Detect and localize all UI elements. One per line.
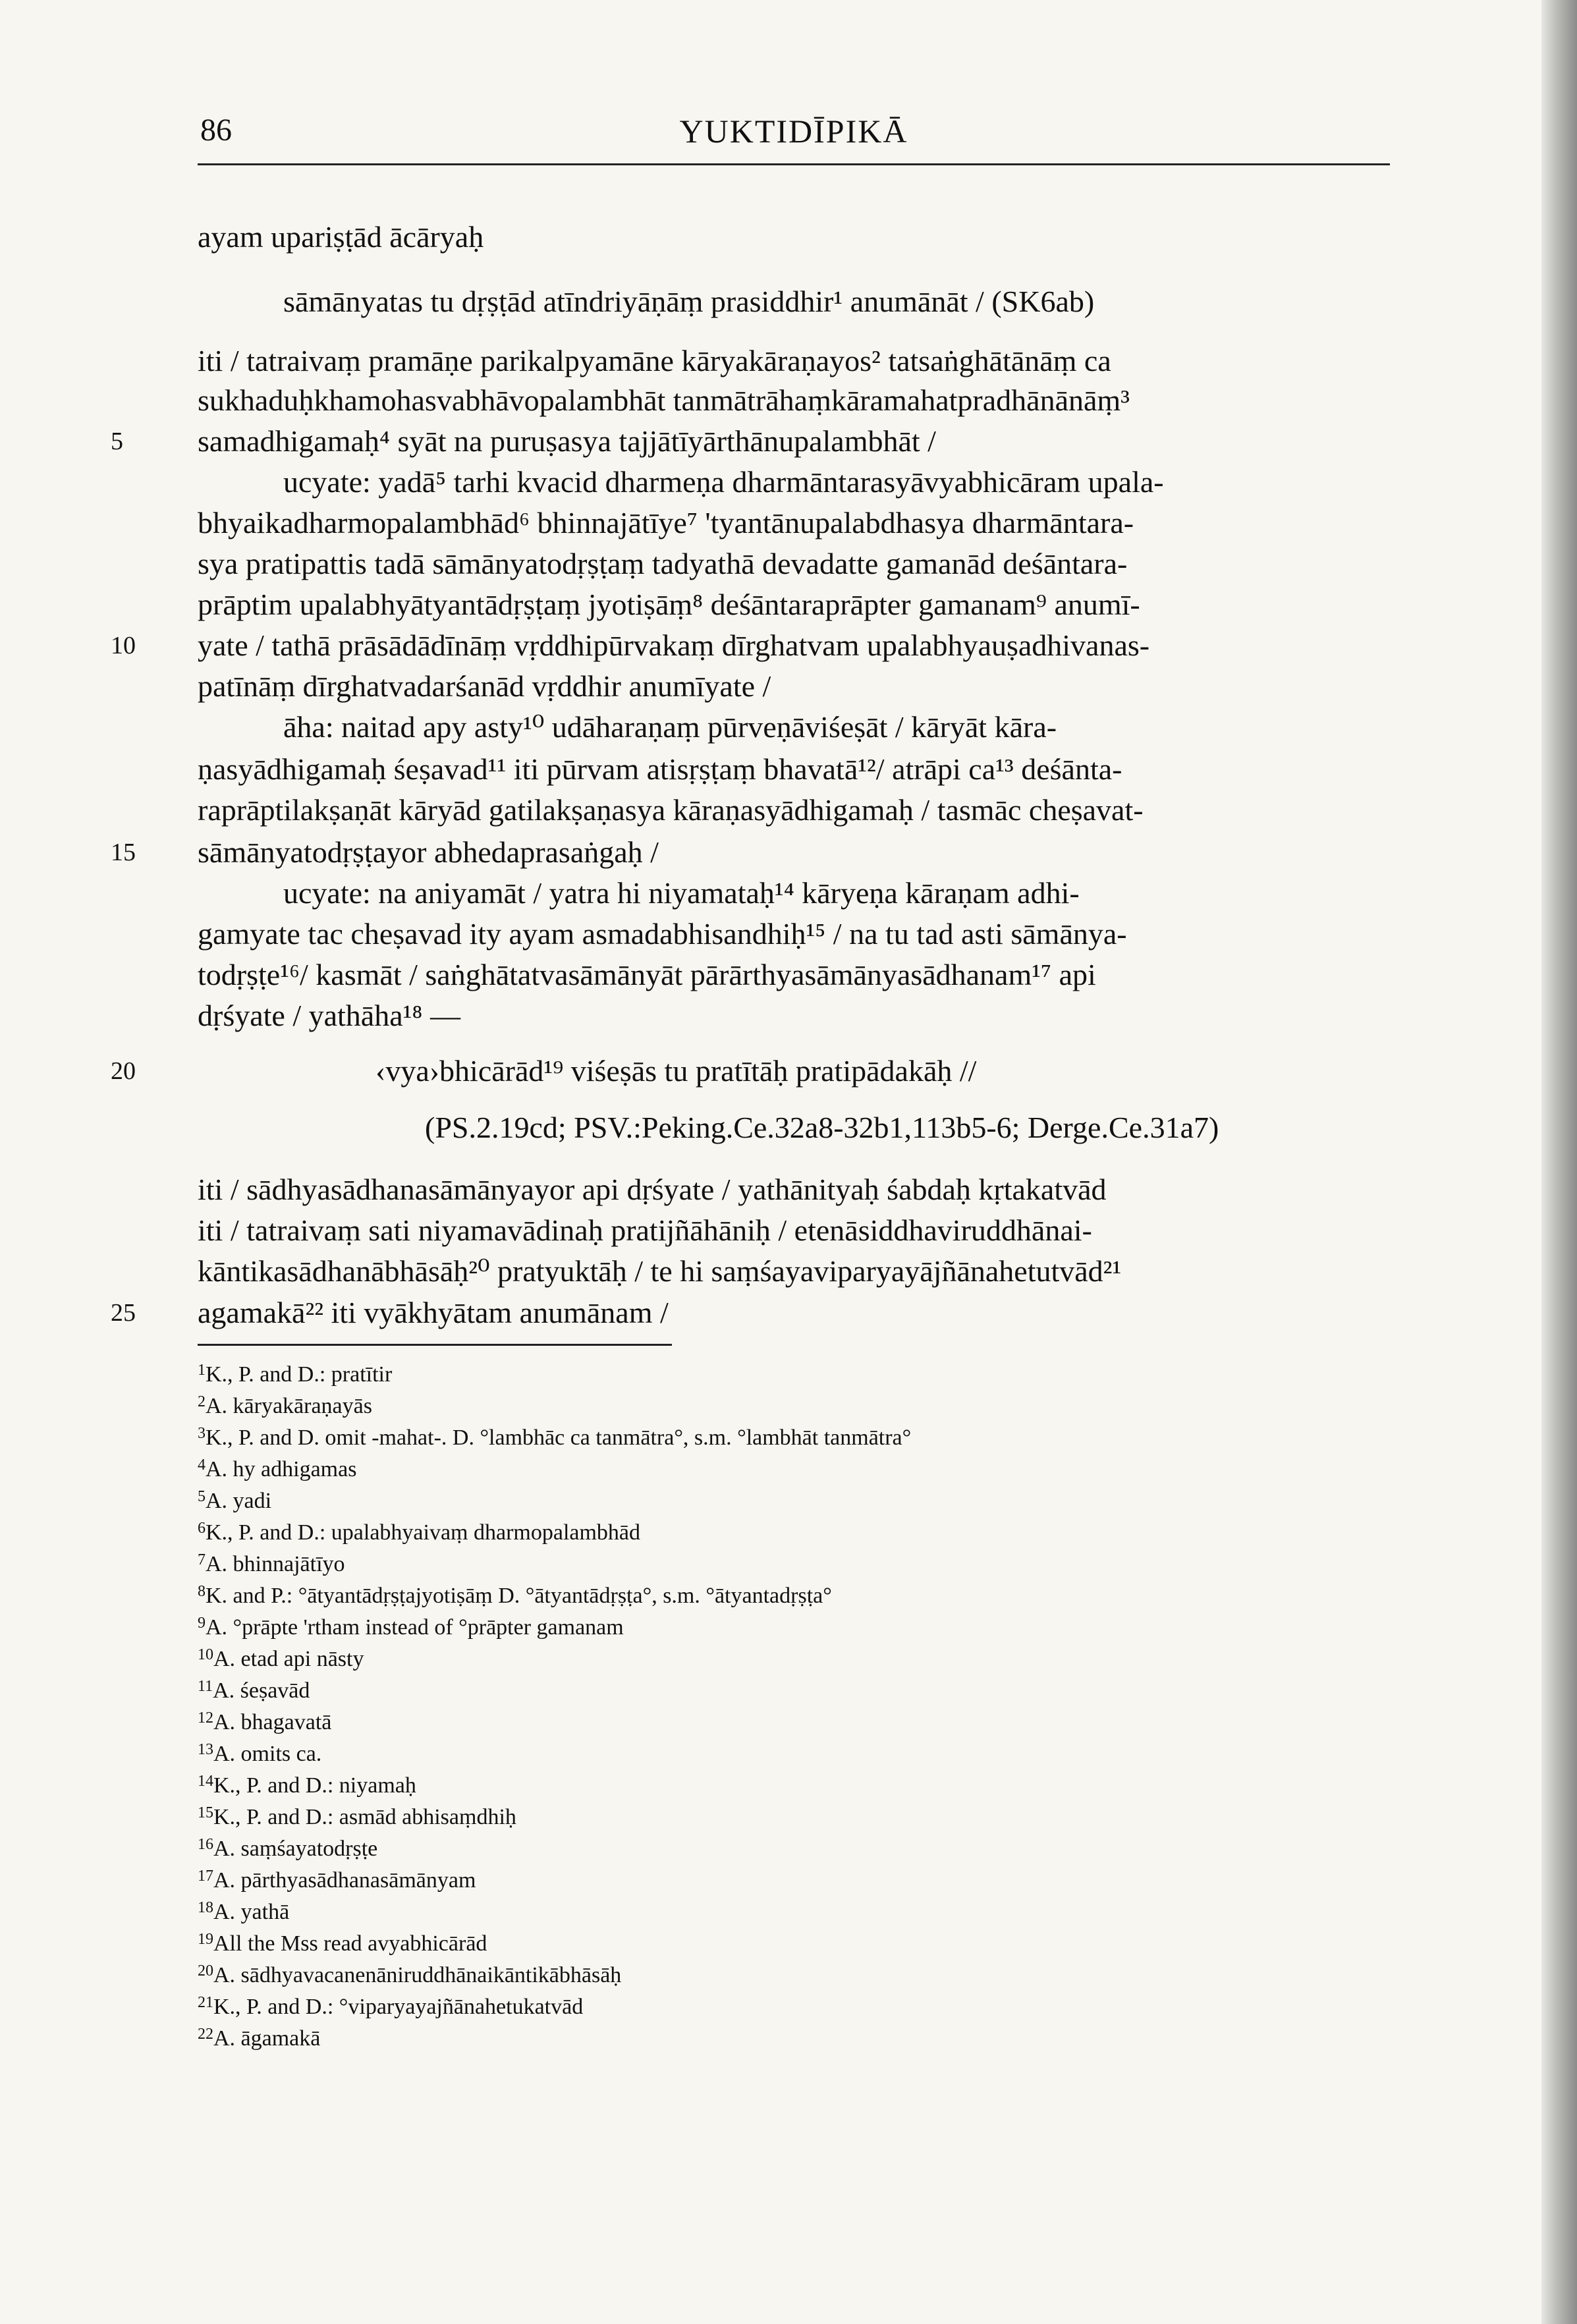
body-line: āha: naitad apy asty¹⁰ udāharaṇaṃ pūrveṇāviśeṣāt / kāryāt kāra- xyxy=(283,710,1057,744)
line-number: 10 xyxy=(111,632,136,659)
footnote-text: K. and P.: °ātyantādṛṣṭajyotiṣāṃ D. °ātyantādṛṣṭa°, s.m. °ātyantadṛṣṭa° xyxy=(206,1584,832,1608)
footnote-text: A. yathā xyxy=(213,1900,290,1924)
footnote xyxy=(198,1609,624,1642)
verse-reference: (PS.2.19cd; PSV.:Peking.Ce.32a8-32b1,113b5-6; Derge.Ce.31a7) xyxy=(425,1111,1219,1144)
footnote-number: 5 xyxy=(198,1488,206,1505)
footnote-number: 2 xyxy=(198,1393,206,1410)
footnote xyxy=(198,1956,621,1990)
footnote-text: All the Mss read avyabhicārād xyxy=(213,1931,487,1956)
body-line: sukhaduḥkhamohasvabhāvopalambhāt tanmātrāhaṃkāramahatpradhānānāṃ³ xyxy=(198,383,1130,417)
footnote-text: K., P. and D.: pratītir xyxy=(206,1362,393,1387)
footnote-text: A. bhinnajātīyo xyxy=(206,1552,345,1576)
page-edge-shadow xyxy=(1541,0,1577,2324)
footnote xyxy=(198,1988,583,2022)
body-line: iti / tatraivaṃ sati niyamavādinaḥ pratijñāhāniḥ / etenāsiddhaviruddhānai- xyxy=(198,1213,1092,1247)
body-line: prāptim upalabhyātyantādṛṣṭaṃ jyotiṣāṃ⁸ deśāntaraprāpter gamanam⁹ anumī- xyxy=(198,588,1140,621)
body-line: gamyate tac cheṣavad ity ayam asmadabhisandhiḥ¹⁵ / na tu tad asti sāmānya- xyxy=(198,917,1127,951)
line-number: 15 xyxy=(111,839,136,866)
footnote-text: A. hy adhigamas xyxy=(206,1457,357,1481)
footnote-number: 15 xyxy=(198,1804,213,1821)
footnote xyxy=(198,1577,832,1611)
footnote xyxy=(198,1545,345,1579)
footnote xyxy=(198,1830,377,1864)
footnote-text: A. etad api nāsty xyxy=(213,1647,364,1671)
page-header xyxy=(198,111,1390,165)
footnote xyxy=(198,1387,372,1421)
footnote-number: 10 xyxy=(198,1646,213,1663)
footnote-number: 11 xyxy=(198,1678,213,1695)
footnote-text: A. kāryakāraṇayās xyxy=(206,1394,372,1418)
footnote-number: 9 xyxy=(198,1615,206,1632)
footnote xyxy=(198,1356,392,1389)
footnote xyxy=(198,2020,320,2053)
footnote xyxy=(198,1451,356,1484)
body-line: kāntikasādhanābhāsāḥ²⁰ pratyuktāḥ / te hi saṃśayaviparyayājñānahetutvād²¹ xyxy=(198,1254,1122,1288)
footnote xyxy=(198,1482,271,1516)
footnote-number: 19 xyxy=(198,1931,213,1948)
footnote-number: 17 xyxy=(198,1868,213,1885)
verse-line: sāmānyatas tu dṛṣṭād atīndriyāṇāṃ prasiddhir¹ anumānāt / (SK6ab) xyxy=(283,285,1095,318)
body-line: iti / tatraivaṃ pramāṇe parikalpyamāne kāryakāraṇayos² tatsaṅghātānāṃ ca xyxy=(198,344,1111,377)
body-line: bhyaikadharmopalambhād⁶ bhinnajātīye⁷ 'tyantānupalabdhasya dharmāntara- xyxy=(198,506,1134,540)
footnote-number: 3 xyxy=(198,1425,206,1442)
body-line: agamakā²² iti vyākhyātam anumānam / xyxy=(198,1296,669,1329)
running-title: YUKTIDĪPIKĀ xyxy=(679,113,908,150)
body-line: patīnāṃ dīrghatvadarśanād vṛddhir anumīyate / xyxy=(198,669,771,703)
body-line: ucyate: na aniyamāt / yatra hi niyamataḥ¹⁴ kāryeṇa kāraṇam adhi- xyxy=(283,876,1080,910)
footnote xyxy=(198,1514,640,1547)
body-line: samadhigamaḥ⁴ syāt na puruṣasya tajjātīyārthānupalambhāt / xyxy=(198,424,936,458)
footnote-text: A. bhagavatā xyxy=(213,1710,332,1734)
footnote-number: 4 xyxy=(198,1456,206,1474)
footnote-number: 6 xyxy=(198,1520,206,1537)
footnote-number: 7 xyxy=(198,1551,206,1568)
line-number: 20 xyxy=(111,1057,136,1085)
line-number: 25 xyxy=(111,1299,136,1327)
footnote xyxy=(198,1893,289,1927)
footnote-text: A. sādhyavacanenāniruddhānaikāntikābhāsāḥ xyxy=(213,1963,622,1987)
body-line: sāmānyatodṛṣṭayor abhedaprasaṅgaḥ / xyxy=(198,835,659,869)
footnote-text: A. pārthyasādhanasāmānyam xyxy=(213,1868,476,1893)
footnote-number: 1 xyxy=(198,1362,206,1379)
footnote xyxy=(198,1862,476,1895)
footnote-text: K., P. and D.: niyamaḥ xyxy=(213,1773,416,1798)
body-line: ayam upariṣṭād ācāryaḥ xyxy=(198,220,484,254)
body-line: raprāptilakṣaṇāt kāryād gatilakṣaṇasya kāraṇasyādhigamaḥ / tasmāc cheṣavat- xyxy=(198,793,1144,827)
footnote xyxy=(198,1419,911,1452)
footnote-rule xyxy=(198,1344,672,1346)
footnote-number: 12 xyxy=(198,1709,213,1727)
footnote-number: 18 xyxy=(198,1899,213,1916)
footnote-text: A. yadi xyxy=(206,1489,272,1513)
footnote-number: 8 xyxy=(198,1583,206,1600)
footnote-text: A. omits ca. xyxy=(213,1742,322,1766)
footnote-text: A. āgamakā xyxy=(213,2026,321,2051)
footnote-text: A. saṃśayatodṛṣṭe xyxy=(213,1837,378,1861)
footnote-text: K., P. and D. omit -mahat-. D. °lambhāc ca tanmātra°, s.m. °lambhāt tanmātra° xyxy=(206,1425,912,1450)
footnote-number: 13 xyxy=(198,1741,213,1758)
body-line: iti / sādhyasādhanasāmānyayor api dṛśyate / yathānityaḥ śabdaḥ kṛtakatvād xyxy=(198,1173,1107,1206)
footnote xyxy=(198,1735,321,1769)
footnote xyxy=(198,1672,310,1705)
body-line: dṛśyate / yathāha¹⁸ — xyxy=(198,999,460,1032)
footnote-text: K., P. and D.: upalabhyaivaṃ dharmopalambhād xyxy=(206,1520,641,1545)
body-line: ucyate: yadā⁵ tarhi kvacid dharmeṇa dharmāntarasyāvyabhicāram upala- xyxy=(283,465,1164,499)
footnote xyxy=(198,1925,487,1958)
footnote-number: 14 xyxy=(198,1773,213,1790)
footnote-number: 21 xyxy=(198,1994,213,2011)
footnote-text: A. °prāpte 'rtham instead of °prāpter gamanam xyxy=(206,1615,624,1640)
body-line: todṛṣṭe¹⁶/ kasmāt / saṅghātatvasāmānyāt pārārthyasāmānyasādhanam¹⁷ api xyxy=(198,958,1096,991)
footnote-number: 22 xyxy=(198,2026,213,2043)
footnote xyxy=(198,1767,416,1800)
body-line: ṇasyādhigamaḥ śeṣavad¹¹ iti pūrvam atisṛṣṭaṃ bhavatā¹²/ atrāpi ca¹³ deśānta- xyxy=(198,752,1122,786)
verse-line: ‹vya›bhicārād¹⁹ viśeṣās tu pratītāḥ pratipādakāḥ // xyxy=(375,1054,977,1088)
body-line: sya pratipattis tadā sāmānyatodṛṣṭaṃ tadyathā devadatte gamanād deśāntara- xyxy=(198,547,1128,580)
line-number: 5 xyxy=(111,428,123,455)
footnote-text: K., P. and D.: °viparyayajñānahetukatvād xyxy=(213,1995,584,2019)
footnote-text: A. śeṣavād xyxy=(213,1678,310,1703)
page-number: 86 xyxy=(200,113,232,148)
footnote xyxy=(198,1703,331,1737)
body-line: yate / tathā prāsādādīnāṃ vṛddhipūrvakaṃ dīrghatvam upalabhyauṣadhivanas- xyxy=(198,628,1150,662)
footnote xyxy=(198,1798,516,1832)
footnote xyxy=(198,1640,364,1674)
footnote-text: K., P. and D.: asmād abhisaṃdhiḥ xyxy=(213,1805,516,1829)
footnote-number: 16 xyxy=(198,1836,213,1853)
footnote-number: 20 xyxy=(198,1962,213,1979)
